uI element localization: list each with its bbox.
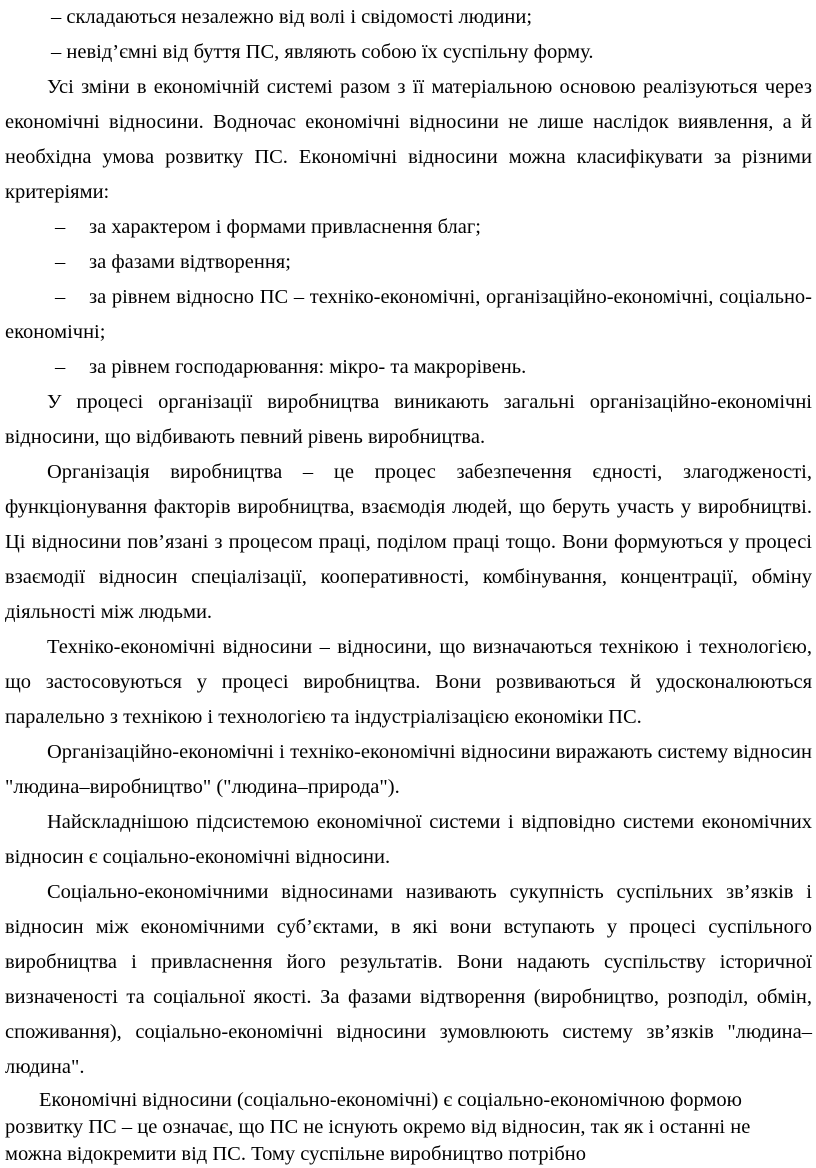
- dash-bullet: –: [55, 286, 66, 308]
- dash-bullet: –: [55, 356, 66, 378]
- list-item-text: за характером і формами привласнення благ;: [89, 216, 481, 238]
- intro-item: – складаються незалежно від волі і свідомості людини;: [51, 6, 533, 28]
- list-item: [5, 350, 812, 385]
- paragraph-changes: Усі зміни в економічній системі разом з її матеріальною основою реалізуються через економічні відносини. Водночас економічні відносини не лише наслідок виявлення, а й необхідна умова розвитку ПС. Економічні відносини можна класифікувати за різними критеріями:: [5, 76, 812, 203]
- list-item: [5, 280, 812, 350]
- dash-bullet: –: [55, 216, 66, 238]
- intro-item: – невід’ємні від буття ПС, являють собою їх суспільну форму.: [51, 41, 594, 63]
- paragraph-tech-econ: Техніко-економічні відносини – відносини, що визначаються технікою і технологією, що застосовуються у процесі виробництва. Вони розвиваються й удосконалюються паралельно з технікою і технологією та індустріалізацією економіки ПС.: [5, 636, 812, 728]
- paragraph-system: Організаційно-економічні і техніко-економічні відносини виражають систему відносин "людина–виробництво" ("людина–природа").: [5, 741, 812, 798]
- list-item-text: за рівнем відносно ПС – техніко-економічні, організаційно-економічні, соціально-економічні;: [5, 286, 812, 343]
- paragraph-org-relations: У процесі організації виробництва виникають загальні організаційно-економічні відносини, що відбивають певний рівень виробництва.: [5, 391, 812, 448]
- criteria-list: [5, 210, 812, 385]
- list-item: [5, 245, 812, 280]
- list-item-text: за рівнем господарювання: мікро- та макрорівень.: [89, 356, 527, 378]
- list-item: [5, 210, 812, 245]
- paragraph-org-definition: Організація виробництва – це процес забезпечення єдності, злагодженості, функціонування факторів виробництва, взаємодія людей, що беруть участь у виробництві. Ці відносини пов’язані з процесом праці, поділом праці тощо. Вони формуються у процесі взаємодії відносин спеціалізації, кооперативності, комбінування, концентрації, обміну діяльності між людьми.: [5, 461, 812, 623]
- list-item-text: за фазами відтворення;: [89, 251, 291, 273]
- paragraph-final: Економічні відносини (соціально-економічні) є соціально-економічною формою розвитку ПС – це означає, що ПС не існують окремо від відносин, так як і останні не можна відокремити від ПС. Тому суспільне виробництво потрібно: [5, 1089, 751, 1165]
- paragraph-socio-econ: Соціально-економічними відносинами називають сукупність суспільних зв’язків і відносин між економічними суб’єктами, в які вони вступають у процесі суспільного виробництва і привласнення його результатів. Вони надають суспільству історичної визначеності та соціальної якості. За фазами відтворення (виробництво, розподіл, обмін, споживання), соціально-економічні відносини зумовлюють систему зв’язків "людина–людина".: [5, 881, 812, 1078]
- document-body: [5, 0, 812, 1085]
- paragraph-complex: Найскладнішою підсистемою економічної системи і відповідно системи економічних відносин є соціально-економічні відносини.: [5, 811, 812, 868]
- dash-bullet: –: [55, 251, 66, 273]
